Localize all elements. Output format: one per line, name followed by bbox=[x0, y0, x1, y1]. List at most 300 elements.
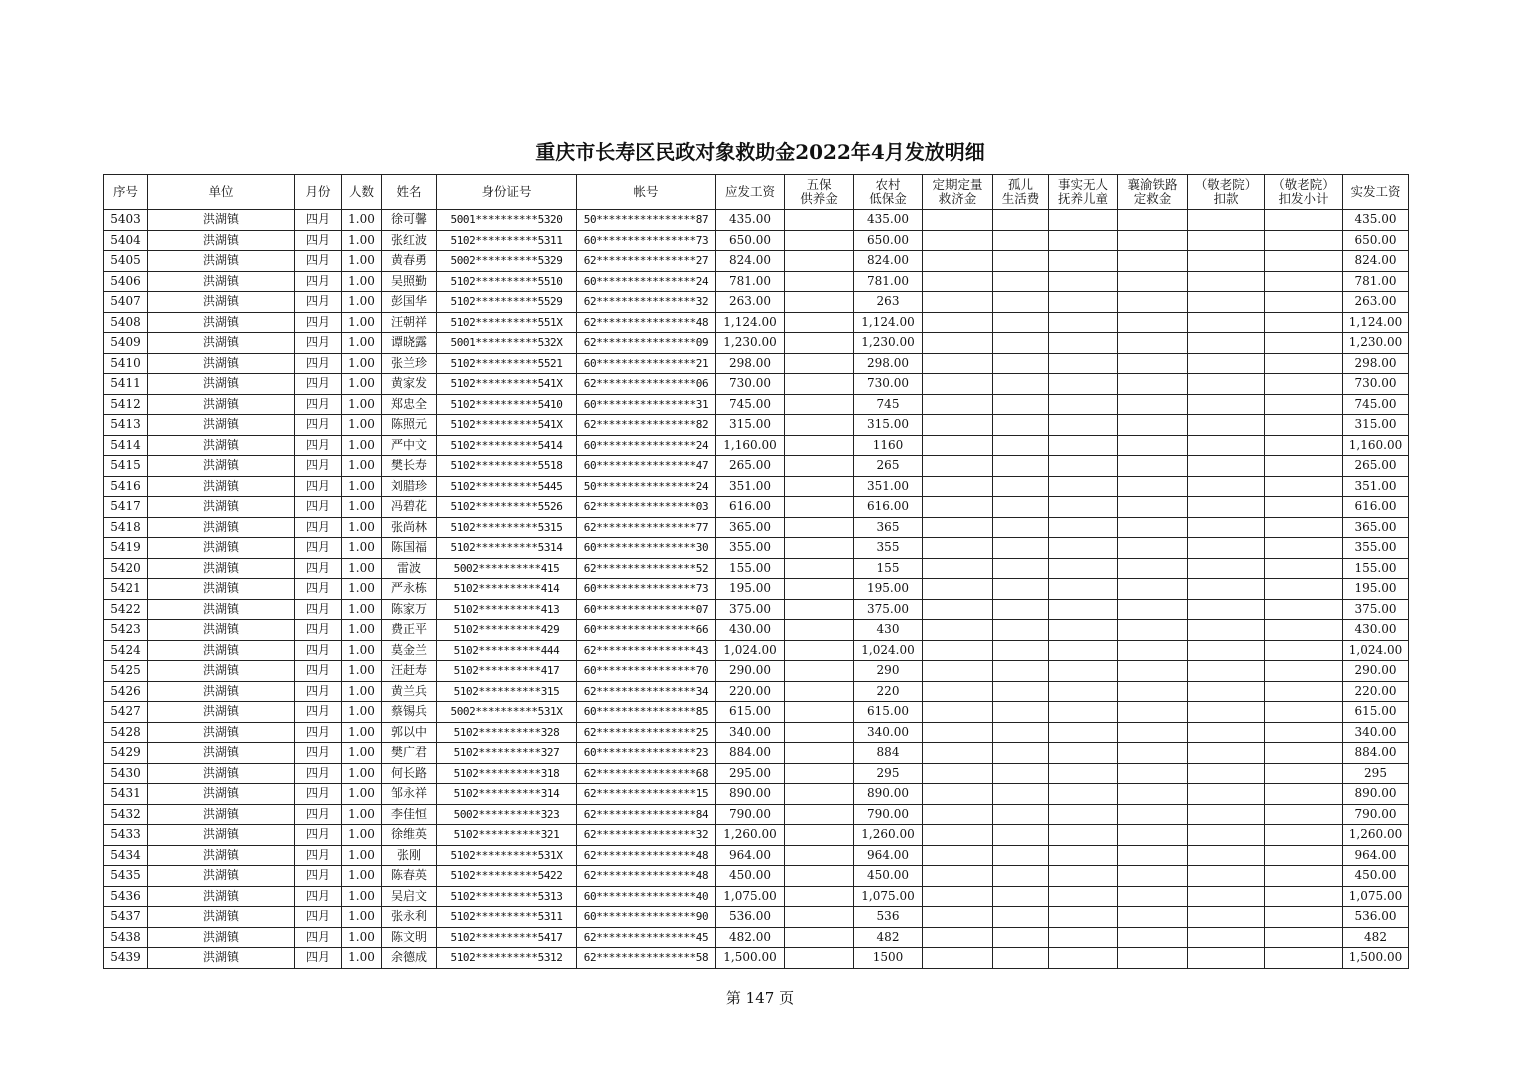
table-cell bbox=[1118, 702, 1188, 723]
table-cell: 1,230.00 bbox=[716, 333, 785, 354]
table-cell: 5438 bbox=[104, 927, 148, 948]
table-cell bbox=[1049, 681, 1118, 702]
table-cell bbox=[785, 394, 854, 415]
table-cell: 62****************25 bbox=[577, 722, 716, 743]
table-cell: 365 bbox=[854, 517, 923, 538]
table-cell: 5432 bbox=[104, 804, 148, 825]
table-cell: 洪湖镇 bbox=[148, 866, 295, 887]
table-row bbox=[104, 435, 1409, 456]
table-cell: 洪湖镇 bbox=[148, 661, 295, 682]
table-cell: 884.00 bbox=[716, 743, 785, 764]
table-cell bbox=[1049, 702, 1118, 723]
table-cell: 5002**********5329 bbox=[437, 251, 577, 272]
table-cell: 536.00 bbox=[1343, 907, 1409, 928]
table-cell: 60****************66 bbox=[577, 620, 716, 641]
table-cell: 1.00 bbox=[342, 579, 382, 600]
table-cell bbox=[1049, 866, 1118, 887]
table-cell: 5409 bbox=[104, 333, 148, 354]
table-cell: 吴照勤 bbox=[382, 271, 437, 292]
table-cell: 450.00 bbox=[1343, 866, 1409, 887]
table-cell bbox=[1265, 497, 1343, 518]
table-cell: 5102**********413 bbox=[437, 599, 577, 620]
table-cell bbox=[1265, 763, 1343, 784]
table-cell: 1.00 bbox=[342, 271, 382, 292]
table-cell: 62****************03 bbox=[577, 497, 716, 518]
table-cell bbox=[1118, 456, 1188, 477]
table-cell: 790.00 bbox=[716, 804, 785, 825]
table-cell: 5420 bbox=[104, 558, 148, 579]
table-cell: 四月 bbox=[295, 579, 342, 600]
table-cell bbox=[923, 230, 993, 251]
table-cell bbox=[1265, 661, 1343, 682]
table-cell: 5437 bbox=[104, 907, 148, 928]
table-cell bbox=[785, 374, 854, 395]
table-cell bbox=[923, 476, 993, 497]
table-cell bbox=[1049, 927, 1118, 948]
table-cell: 375.00 bbox=[854, 599, 923, 620]
table-cell: 洪湖镇 bbox=[148, 251, 295, 272]
table-cell bbox=[1118, 333, 1188, 354]
table-cell bbox=[1188, 210, 1265, 231]
table-cell: 1.00 bbox=[342, 394, 382, 415]
table-row bbox=[104, 784, 1409, 805]
table-cell bbox=[1049, 825, 1118, 846]
table-cell: 1,260.00 bbox=[1343, 825, 1409, 846]
table-cell bbox=[1118, 497, 1188, 518]
table-row bbox=[104, 743, 1409, 764]
table-cell: 雷波 bbox=[382, 558, 437, 579]
table-cell bbox=[785, 661, 854, 682]
table-cell: 62****************34 bbox=[577, 681, 716, 702]
table-cell: 351.00 bbox=[1343, 476, 1409, 497]
table-cell: 黄家发 bbox=[382, 374, 437, 395]
table-cell: 四月 bbox=[295, 230, 342, 251]
table-row bbox=[104, 230, 1409, 251]
table-cell: 1.00 bbox=[342, 948, 382, 969]
table-cell: 1.00 bbox=[342, 435, 382, 456]
table-cell bbox=[993, 579, 1049, 600]
table-cell bbox=[785, 702, 854, 723]
table-cell: 430 bbox=[854, 620, 923, 641]
table-cell bbox=[1049, 661, 1118, 682]
table-cell: 62****************68 bbox=[577, 763, 716, 784]
table-cell: 5410 bbox=[104, 353, 148, 374]
table-cell: 张红波 bbox=[382, 230, 437, 251]
table-cell bbox=[923, 907, 993, 928]
table-cell: 1.00 bbox=[342, 251, 382, 272]
table-cell bbox=[1265, 210, 1343, 231]
table-cell bbox=[993, 374, 1049, 395]
table-cell bbox=[785, 599, 854, 620]
table-cell: 62****************58 bbox=[577, 948, 716, 969]
table-cell bbox=[1188, 825, 1265, 846]
table-cell: 1.00 bbox=[342, 210, 382, 231]
table-cell: 824.00 bbox=[1343, 251, 1409, 272]
table-cell bbox=[1188, 620, 1265, 641]
table-cell: 洪湖镇 bbox=[148, 579, 295, 600]
table-cell bbox=[923, 866, 993, 887]
table-cell bbox=[1118, 866, 1188, 887]
table-cell bbox=[1265, 845, 1343, 866]
table-cell: 375.00 bbox=[716, 599, 785, 620]
table-cell: 1.00 bbox=[342, 620, 382, 641]
table-cell bbox=[993, 866, 1049, 887]
table-cell bbox=[1188, 435, 1265, 456]
table-cell: 严永栋 bbox=[382, 579, 437, 600]
table-cell: 1.00 bbox=[342, 640, 382, 661]
table-cell bbox=[923, 845, 993, 866]
table-row bbox=[104, 907, 1409, 928]
table-cell: 62****************32 bbox=[577, 292, 716, 313]
table-cell: 60****************24 bbox=[577, 435, 716, 456]
table-cell: 60****************85 bbox=[577, 702, 716, 723]
table-cell: 351.00 bbox=[854, 476, 923, 497]
column-header: 单位 bbox=[148, 175, 295, 210]
table-cell bbox=[993, 804, 1049, 825]
column-header: 帐号 bbox=[577, 175, 716, 210]
table-row bbox=[104, 333, 1409, 354]
column-header: 姓名 bbox=[382, 175, 437, 210]
table-cell: 790.00 bbox=[1343, 804, 1409, 825]
table-cell bbox=[785, 866, 854, 887]
table-cell: 616.00 bbox=[1343, 497, 1409, 518]
table-cell: 265.00 bbox=[1343, 456, 1409, 477]
table-cell: 650.00 bbox=[854, 230, 923, 251]
table-cell: 1.00 bbox=[342, 927, 382, 948]
table-cell bbox=[785, 271, 854, 292]
table-cell bbox=[1049, 722, 1118, 743]
table-cell: 徐可馨 bbox=[382, 210, 437, 231]
table-cell: 615.00 bbox=[716, 702, 785, 723]
table-cell bbox=[1265, 640, 1343, 661]
table-cell: 884 bbox=[854, 743, 923, 764]
table-cell: 徐维英 bbox=[382, 825, 437, 846]
table-cell bbox=[1188, 907, 1265, 928]
table-cell bbox=[1265, 374, 1343, 395]
table-cell bbox=[923, 681, 993, 702]
table-cell bbox=[993, 599, 1049, 620]
table-cell bbox=[1049, 743, 1118, 764]
table-cell bbox=[1265, 702, 1343, 723]
table-cell bbox=[1118, 517, 1188, 538]
table-cell bbox=[785, 476, 854, 497]
table-cell bbox=[993, 886, 1049, 907]
table-cell: 1.00 bbox=[342, 866, 382, 887]
table-cell: 郭以中 bbox=[382, 722, 437, 743]
table-row bbox=[104, 292, 1409, 313]
table-cell bbox=[1265, 804, 1343, 825]
table-cell bbox=[785, 579, 854, 600]
table-cell: 洪湖镇 bbox=[148, 558, 295, 579]
table-cell bbox=[1188, 476, 1265, 497]
table-cell bbox=[1188, 763, 1265, 784]
table-cell: 四月 bbox=[295, 948, 342, 969]
table-cell: 洪湖镇 bbox=[148, 702, 295, 723]
table-cell: 890.00 bbox=[854, 784, 923, 805]
table-cell: 62****************45 bbox=[577, 927, 716, 948]
table-cell: 315.00 bbox=[1343, 415, 1409, 436]
table-cell: 1.00 bbox=[342, 497, 382, 518]
table-cell bbox=[1049, 374, 1118, 395]
table-cell: 5419 bbox=[104, 538, 148, 559]
table-cell: 298.00 bbox=[854, 353, 923, 374]
table-cell: 482.00 bbox=[716, 927, 785, 948]
table-cell bbox=[1188, 517, 1265, 538]
table-cell: 1.00 bbox=[342, 353, 382, 374]
table-cell bbox=[785, 210, 854, 231]
table-cell: 5433 bbox=[104, 825, 148, 846]
table-cell bbox=[1118, 292, 1188, 313]
table-cell: 四月 bbox=[295, 763, 342, 784]
table-cell bbox=[923, 927, 993, 948]
table-cell: 四月 bbox=[295, 866, 342, 887]
table-cell: 冯碧花 bbox=[382, 497, 437, 518]
table-row bbox=[104, 210, 1409, 231]
table-cell bbox=[1049, 784, 1118, 805]
table-cell bbox=[993, 435, 1049, 456]
table-row bbox=[104, 251, 1409, 272]
table-cell: 616.00 bbox=[716, 497, 785, 518]
table-cell: 洪湖镇 bbox=[148, 886, 295, 907]
table-cell: 290.00 bbox=[1343, 661, 1409, 682]
table-row bbox=[104, 702, 1409, 723]
table-cell: 781.00 bbox=[854, 271, 923, 292]
table-cell: 5002**********531X bbox=[437, 702, 577, 723]
table-cell bbox=[785, 620, 854, 641]
table-cell: 5413 bbox=[104, 415, 148, 436]
table-cell bbox=[993, 517, 1049, 538]
table-cell: 四月 bbox=[295, 886, 342, 907]
table-cell bbox=[923, 579, 993, 600]
table-cell bbox=[1118, 230, 1188, 251]
table-cell: 1,075.00 bbox=[854, 886, 923, 907]
table-cell: 洪湖镇 bbox=[148, 743, 295, 764]
table-cell bbox=[1049, 620, 1118, 641]
table-row bbox=[104, 866, 1409, 887]
table-cell bbox=[923, 271, 993, 292]
column-header: （敬老院） 扣发小计 bbox=[1265, 175, 1343, 210]
table-cell bbox=[1049, 251, 1118, 272]
table-cell bbox=[1188, 292, 1265, 313]
table-cell: 1500 bbox=[854, 948, 923, 969]
table-cell: 张永利 bbox=[382, 907, 437, 928]
table-cell bbox=[993, 640, 1049, 661]
table-cell: 5408 bbox=[104, 312, 148, 333]
table-cell: 290.00 bbox=[716, 661, 785, 682]
table-cell bbox=[785, 743, 854, 764]
table-cell bbox=[993, 784, 1049, 805]
table-cell bbox=[1188, 353, 1265, 374]
table-cell: 樊广君 bbox=[382, 743, 437, 764]
table-cell bbox=[1188, 722, 1265, 743]
table-cell: 四月 bbox=[295, 435, 342, 456]
column-header: 人数 bbox=[342, 175, 382, 210]
table-cell bbox=[785, 845, 854, 866]
table-cell: 5102**********531X bbox=[437, 845, 577, 866]
table-cell bbox=[923, 763, 993, 784]
table-cell: 1.00 bbox=[342, 517, 382, 538]
table-cell bbox=[1265, 456, 1343, 477]
table-cell: 5102**********327 bbox=[437, 743, 577, 764]
page-title: 重庆市长寿区民政对象救助金2022年4月发放明细 bbox=[535, 140, 985, 164]
table-cell: 62****************27 bbox=[577, 251, 716, 272]
table-cell bbox=[1265, 681, 1343, 702]
table-cell bbox=[785, 292, 854, 313]
table-cell bbox=[1265, 907, 1343, 928]
table-cell: 5102**********541X bbox=[437, 374, 577, 395]
table-cell bbox=[1265, 743, 1343, 764]
table-cell bbox=[993, 210, 1049, 231]
table-cell bbox=[1188, 271, 1265, 292]
table-cell bbox=[785, 230, 854, 251]
table-cell: 5002**********323 bbox=[437, 804, 577, 825]
table-cell bbox=[1265, 866, 1343, 887]
table-cell bbox=[993, 394, 1049, 415]
table-cell: 1,260.00 bbox=[716, 825, 785, 846]
table-cell bbox=[785, 333, 854, 354]
table-cell bbox=[1188, 538, 1265, 559]
table-cell: 1,500.00 bbox=[1343, 948, 1409, 969]
table-cell bbox=[1049, 476, 1118, 497]
table-row bbox=[104, 661, 1409, 682]
table-cell bbox=[1118, 579, 1188, 600]
table-cell: 5102**********5311 bbox=[437, 230, 577, 251]
table-cell: 1.00 bbox=[342, 538, 382, 559]
table-cell: 5405 bbox=[104, 251, 148, 272]
table-cell: 刘腊珍 bbox=[382, 476, 437, 497]
table-cell bbox=[1049, 517, 1118, 538]
table-cell bbox=[993, 845, 1049, 866]
table-cell bbox=[1265, 825, 1343, 846]
table-cell: 洪湖镇 bbox=[148, 948, 295, 969]
table-cell bbox=[1265, 292, 1343, 313]
table-cell bbox=[923, 702, 993, 723]
table-cell: 5102**********429 bbox=[437, 620, 577, 641]
table-row bbox=[104, 456, 1409, 477]
table-cell bbox=[1118, 374, 1188, 395]
column-header: 序号 bbox=[104, 175, 148, 210]
table-cell bbox=[993, 497, 1049, 518]
table-cell bbox=[923, 620, 993, 641]
table-cell bbox=[1049, 394, 1118, 415]
table-row bbox=[104, 374, 1409, 395]
table-cell: 1,500.00 bbox=[716, 948, 785, 969]
table-cell bbox=[993, 230, 1049, 251]
table-cell: 洪湖镇 bbox=[148, 763, 295, 784]
table-cell bbox=[1049, 312, 1118, 333]
table-cell bbox=[1265, 415, 1343, 436]
table-cell: 155.00 bbox=[716, 558, 785, 579]
table-cell: 62****************48 bbox=[577, 845, 716, 866]
table-cell bbox=[1118, 271, 1188, 292]
table-cell: 洪湖镇 bbox=[148, 825, 295, 846]
table-cell bbox=[923, 374, 993, 395]
table-cell: 60****************73 bbox=[577, 579, 716, 600]
table-cell bbox=[1265, 579, 1343, 600]
table-cell bbox=[1188, 251, 1265, 272]
table-cell bbox=[993, 825, 1049, 846]
table-cell: 5102**********321 bbox=[437, 825, 577, 846]
table-cell bbox=[1265, 312, 1343, 333]
table-cell: 四月 bbox=[295, 825, 342, 846]
table-cell bbox=[785, 640, 854, 661]
table-cell: 洪湖镇 bbox=[148, 476, 295, 497]
table-cell: 陈照元 bbox=[382, 415, 437, 436]
table-cell: 洪湖镇 bbox=[148, 394, 295, 415]
column-header: 孤儿 生活费 bbox=[993, 175, 1049, 210]
table-cell: 四月 bbox=[295, 661, 342, 682]
table-cell bbox=[1049, 497, 1118, 518]
table-cell: 60****************07 bbox=[577, 599, 716, 620]
table-cell: 洪湖镇 bbox=[148, 353, 295, 374]
table-cell bbox=[785, 907, 854, 928]
table-cell: 1,124.00 bbox=[1343, 312, 1409, 333]
table-cell: 263 bbox=[854, 292, 923, 313]
table-cell: 5102**********5518 bbox=[437, 456, 577, 477]
table-cell: 355 bbox=[854, 538, 923, 559]
table-cell bbox=[923, 415, 993, 436]
table-cell: 1.00 bbox=[342, 661, 382, 682]
table-cell bbox=[923, 312, 993, 333]
column-header: 应发工资 bbox=[716, 175, 785, 210]
table-cell bbox=[785, 804, 854, 825]
table-row bbox=[104, 517, 1409, 538]
table-cell bbox=[1188, 456, 1265, 477]
table-cell: 洪湖镇 bbox=[148, 784, 295, 805]
table-cell: 四月 bbox=[295, 538, 342, 559]
table-cell: 5102**********5422 bbox=[437, 866, 577, 887]
table-cell: 四月 bbox=[295, 415, 342, 436]
table-cell: 964.00 bbox=[1343, 845, 1409, 866]
table-cell: 洪湖镇 bbox=[148, 517, 295, 538]
table-cell: 5406 bbox=[104, 271, 148, 292]
table-cell bbox=[1118, 353, 1188, 374]
table-cell bbox=[923, 435, 993, 456]
table-cell: 四月 bbox=[295, 251, 342, 272]
table-cell bbox=[1118, 251, 1188, 272]
table-cell: 351.00 bbox=[716, 476, 785, 497]
table-cell: 1.00 bbox=[342, 476, 382, 497]
table-cell bbox=[1118, 394, 1188, 415]
table-cell: 四月 bbox=[295, 353, 342, 374]
table-cell: 蔡锡兵 bbox=[382, 702, 437, 723]
table-cell: 四月 bbox=[295, 845, 342, 866]
table-cell bbox=[785, 886, 854, 907]
table-cell: 四月 bbox=[295, 743, 342, 764]
table-cell: 四月 bbox=[295, 620, 342, 641]
table-cell: 5411 bbox=[104, 374, 148, 395]
table-cell: 四月 bbox=[295, 927, 342, 948]
table-cell: 洪湖镇 bbox=[148, 804, 295, 825]
table-cell: 745.00 bbox=[1343, 394, 1409, 415]
table-cell: 1,160.00 bbox=[716, 435, 785, 456]
table-cell: 5430 bbox=[104, 763, 148, 784]
table-cell: 1.00 bbox=[342, 907, 382, 928]
table-cell: 四月 bbox=[295, 558, 342, 579]
table-cell: 5412 bbox=[104, 394, 148, 415]
table-cell bbox=[923, 804, 993, 825]
table-cell bbox=[785, 558, 854, 579]
table-cell bbox=[1265, 353, 1343, 374]
table-cell: 62****************84 bbox=[577, 804, 716, 825]
table-cell: 155.00 bbox=[1343, 558, 1409, 579]
table-cell: 四月 bbox=[295, 210, 342, 231]
table-cell bbox=[1265, 517, 1343, 538]
table-cell: 60****************23 bbox=[577, 743, 716, 764]
table-cell bbox=[993, 312, 1049, 333]
table-cell bbox=[785, 948, 854, 969]
table-cell bbox=[1265, 620, 1343, 641]
